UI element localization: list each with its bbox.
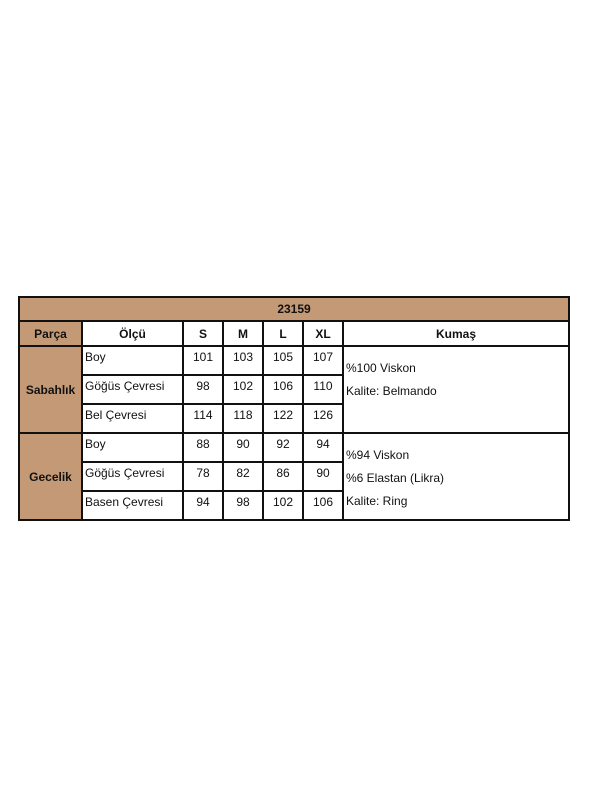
fabric-line: Kalite: Ring bbox=[346, 494, 408, 508]
product-code: 23159 bbox=[19, 297, 569, 321]
size-value-l: 106 bbox=[263, 375, 303, 404]
header-size-m: M bbox=[223, 321, 263, 346]
measure-label: Bel Çevresi bbox=[82, 404, 183, 433]
header-fabric: Kumaş bbox=[343, 321, 569, 346]
measure-label: Boy bbox=[82, 433, 183, 462]
size-value-xl: 126 bbox=[303, 404, 343, 433]
header-size-xl: XL bbox=[303, 321, 343, 346]
part-label-gecelik: Gecelik bbox=[19, 433, 82, 520]
size-value-xl: 94 bbox=[303, 433, 343, 462]
size-value-s: 98 bbox=[183, 375, 223, 404]
size-value-s: 114 bbox=[183, 404, 223, 433]
part-label-sabahlik: Sabahlık bbox=[19, 346, 82, 433]
size-value-l: 86 bbox=[263, 462, 303, 491]
header-row bbox=[19, 321, 569, 346]
size-value-m: 90 bbox=[223, 433, 263, 462]
fabric-info-sabahlik bbox=[343, 346, 569, 433]
table-row bbox=[19, 433, 569, 462]
fabric-line: %6 Elastan (Likra) bbox=[346, 471, 445, 485]
measure-label: Boy bbox=[82, 346, 183, 375]
size-value-m: 102 bbox=[223, 375, 263, 404]
size-value-xl: 90 bbox=[303, 462, 343, 491]
size-value-xl: 107 bbox=[303, 346, 343, 375]
size-value-s: 94 bbox=[183, 491, 223, 520]
fabric-line: %100 Viskon bbox=[346, 361, 416, 375]
size-value-m: 103 bbox=[223, 346, 263, 375]
fabric-line: Kalite: Belmando bbox=[346, 384, 437, 398]
header-size-l: L bbox=[263, 321, 303, 346]
size-chart-table bbox=[18, 296, 570, 521]
size-value-s: 101 bbox=[183, 346, 223, 375]
measure-label: Göğüs Çevresi bbox=[82, 375, 183, 404]
size-value-m: 82 bbox=[223, 462, 263, 491]
measure-label: Göğüs Çevresi bbox=[82, 462, 183, 491]
header-size-s: S bbox=[183, 321, 223, 346]
size-value-l: 102 bbox=[263, 491, 303, 520]
table-row bbox=[19, 346, 569, 375]
fabric-line: %94 Viskon bbox=[346, 448, 410, 462]
size-value-l: 122 bbox=[263, 404, 303, 433]
size-value-l: 92 bbox=[263, 433, 303, 462]
size-value-m: 118 bbox=[223, 404, 263, 433]
size-value-m: 98 bbox=[223, 491, 263, 520]
header-part: Parça bbox=[19, 321, 82, 346]
size-value-s: 78 bbox=[183, 462, 223, 491]
measure-label: Basen Çevresi bbox=[82, 491, 183, 520]
size-value-s: 88 bbox=[183, 433, 223, 462]
fabric-info-gecelik bbox=[343, 433, 569, 520]
size-value-xl: 106 bbox=[303, 491, 343, 520]
size-value-xl: 110 bbox=[303, 375, 343, 404]
header-measure: Ölçü bbox=[82, 321, 183, 346]
size-value-l: 105 bbox=[263, 346, 303, 375]
title-row bbox=[19, 297, 569, 321]
